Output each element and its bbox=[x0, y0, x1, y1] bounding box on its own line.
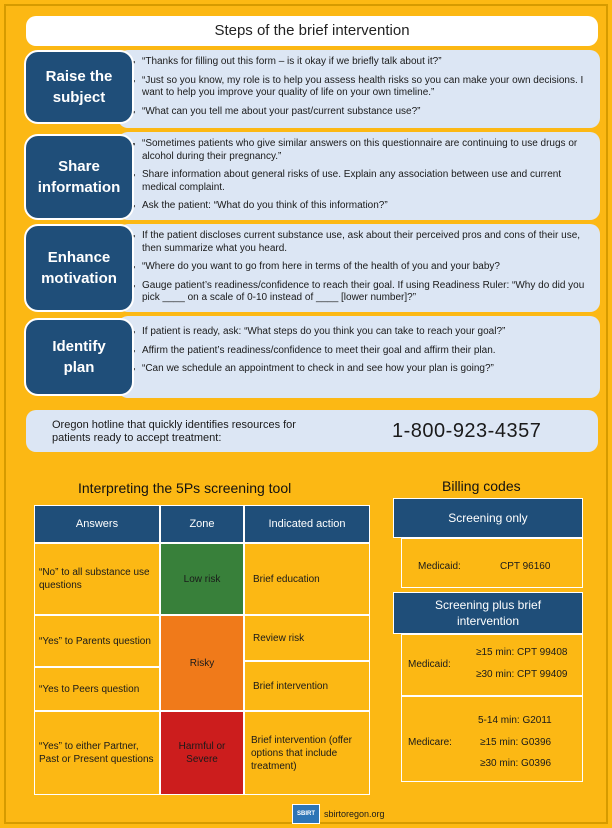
screening-plus-medicaid bbox=[401, 634, 583, 696]
step-badge bbox=[24, 224, 134, 312]
header-zone: Zone bbox=[160, 505, 244, 543]
bullet: ▪ If the patient discloses current substance use, ask about their perceived pros and cons of their use, then summarize what you heard. bbox=[132, 230, 588, 255]
medicare-label: Medicare: bbox=[408, 737, 452, 748]
hotline-box bbox=[26, 410, 598, 452]
bullet: ▪ Affirm the patient’s readiness/confidence to meet their goal and affirm their plan. bbox=[132, 345, 588, 358]
billing-code: ≥15 min: G0396 bbox=[480, 737, 552, 748]
step-label: Share information bbox=[37, 158, 121, 196]
bullet: ▪ “What can you tell me about your past/current substance use?” bbox=[132, 106, 588, 119]
answer-cell: “Yes” to either Partner, Past or Present questions bbox=[34, 711, 160, 795]
step-badge bbox=[24, 134, 134, 220]
answer-cell: “Yes to Peers question bbox=[34, 667, 160, 711]
billing-code: 5-14 min: G2011 bbox=[478, 715, 552, 726]
page bbox=[4, 4, 608, 824]
step-label: Identify plan bbox=[52, 338, 106, 376]
step-badge bbox=[24, 318, 134, 396]
screening-only-body bbox=[401, 538, 583, 588]
billing-code: ≥30 min: CPT 99409 bbox=[476, 669, 568, 680]
bullet: ▪ “Where do you want to go from here in terms of the health of you and your baby? bbox=[132, 261, 588, 274]
step-panel bbox=[118, 224, 600, 312]
step-label: Raise the subject bbox=[45, 68, 113, 106]
medicaid-label: Medicaid: bbox=[418, 561, 461, 572]
action-cell: Brief intervention (offer options that include treatment) bbox=[244, 711, 370, 795]
step-share-information bbox=[20, 132, 600, 220]
bullet: ▪ Gauge patient’s readiness/confidence to reach their goal. If using Readiness Ruler: “Why do did you pick ____ on a scale of 0-10 instead of ____ [lower number]?” bbox=[132, 280, 588, 305]
screening-plus-header: Screening plus brief intervention bbox=[393, 592, 583, 634]
billing-code: ≥30 min: G0396 bbox=[480, 758, 552, 769]
bullet: ▪ Ask the patient: “What do you think of this information?” bbox=[132, 200, 588, 213]
medicaid-label: Medicaid: bbox=[408, 659, 451, 670]
sbirt-logo: SBIRT bbox=[292, 804, 320, 824]
screening-title: Interpreting the 5Ps screening tool bbox=[78, 480, 292, 496]
footer bbox=[292, 804, 385, 824]
step-enhance-motivation bbox=[20, 224, 600, 312]
bullet: ▪ “Just so you know, my role is to help you assess health risks so you can make your own decisions. I want to help you improve your quality of life on your own timeline.” bbox=[132, 75, 588, 100]
zone-risky: Risky bbox=[160, 615, 244, 711]
hotline-text: Oregon hotline that quickly identifies resources for patients ready to accept treatment: bbox=[52, 419, 296, 444]
step-identify-plan bbox=[20, 316, 600, 398]
billing-title: Billing codes bbox=[442, 478, 521, 494]
bullet: ▪ “Thanks for filling out this form – is it okay if we briefly talk about it?” bbox=[132, 56, 588, 69]
step-panel bbox=[118, 316, 600, 398]
bullet: ▪ If patient is ready, ask: “What steps do you think you can take to reach your goal?” bbox=[132, 326, 588, 339]
step-raise-subject bbox=[20, 50, 600, 128]
step-label: Enhance motivation bbox=[41, 249, 117, 287]
bullet: ▪ “Can we schedule an appointment to check in and see how your plan is going?” bbox=[132, 363, 588, 376]
screening-only-header: Screening only bbox=[393, 498, 583, 538]
step-badge bbox=[24, 50, 134, 124]
page-title: Steps of the brief intervention bbox=[26, 16, 598, 46]
step-panel bbox=[118, 132, 600, 220]
bullet: ▪ “Sometimes patients who give similar answers on this questionnaire are continuing to use drugs or alcohol during their pregnancy.” bbox=[132, 138, 588, 163]
screening-plus-medicare bbox=[401, 696, 583, 782]
footer-site-link[interactable]: sbirtoregon.org bbox=[324, 809, 385, 819]
action-cell: Review risk bbox=[244, 615, 370, 661]
billing-code: ≥15 min: CPT 99408 bbox=[476, 647, 568, 658]
action-cell: Brief education bbox=[244, 543, 370, 615]
header-action: Indicated action bbox=[244, 505, 370, 543]
action-cell: Brief intervention bbox=[244, 661, 370, 711]
answer-cell: “Yes” to Parents question bbox=[34, 615, 160, 667]
zone-harmful: Harmful or Severe bbox=[160, 711, 244, 795]
hotline-phone[interactable]: 1-800-923-4357 bbox=[392, 420, 542, 442]
answer-cell: “No” to all substance use questions bbox=[34, 543, 160, 615]
medicaid-code: CPT 96160 bbox=[500, 561, 551, 572]
header-answers: Answers bbox=[34, 505, 160, 543]
zone-low-risk: Low risk bbox=[160, 543, 244, 615]
step-panel bbox=[118, 50, 600, 128]
bullet: ▪ Share information about general risks of use. Explain any association between use and current medical complaint. bbox=[132, 169, 588, 194]
